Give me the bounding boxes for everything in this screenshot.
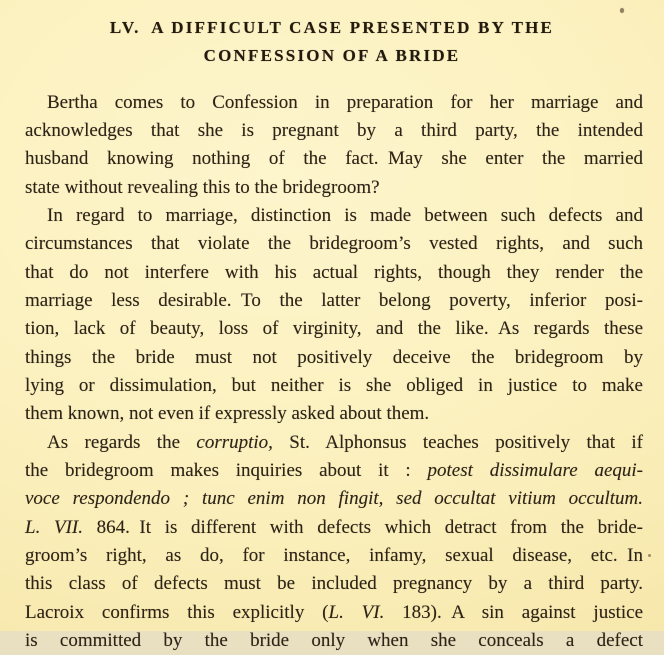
paragraph-corruptio-discussion <box>25 429 643 655</box>
text-line: state without revealing this to the bridegroom? <box>25 174 643 202</box>
text-line: husband knowing nothing of the fact. May she enter the married <box>25 145 643 173</box>
text-line: lying or dissimulation, but neither is she obliged in justice to make <box>25 372 643 400</box>
case-title-line-1: LV. A DIFFICULT CASE PRESENTED BY THE <box>0 14 664 42</box>
body-text <box>25 89 643 655</box>
text-line: marriage less desirable. To the latter belong poverty, inferior posi- <box>25 287 643 315</box>
text-line: circumstances that violate the bridegroom’s vested rights, and such <box>25 230 643 258</box>
paragraph-distinction-of-defects <box>25 202 643 429</box>
text-line: Bertha comes to Confession in preparation for her marriage and <box>25 89 643 117</box>
clipped-text-line: is committed by the bride only when she conceals a defect <box>25 627 643 655</box>
scan-speck-top-right <box>620 8 624 13</box>
text-line: this class of defects must be included pregnancy by a third party. <box>25 570 643 598</box>
text-line: L. VII. 864. It is different with defects which detract from the bride- <box>25 514 643 542</box>
text-line: voce respondendo ; tunc enim non fingit, sed occultat vitium occultum. <box>25 485 643 513</box>
text-line: In regard to marriage, distinction is made between such defects and <box>25 202 643 230</box>
text-line: acknowledges that she is pregnant by a third party, the intended <box>25 117 643 145</box>
text-line: Lacroix confirms this explicitly (L. VI. 183). A sin against justice <box>25 599 643 627</box>
case-title-line-2: CONFESSION OF A BRIDE <box>0 42 664 70</box>
text-line: groom’s right, as do, for instance, infamy, sexual disease, etc. In <box>25 542 643 570</box>
text-line: tion, lack of beauty, loss of virginity, and the like. As regards these <box>25 315 643 343</box>
scan-speck-right-margin <box>648 554 651 557</box>
case-title <box>0 14 664 69</box>
text-line: them known, not even if expressly asked about them. <box>25 400 643 428</box>
text-line: things the bride must not positively deceive the bridegroom by <box>25 344 643 372</box>
text-line: that do not interfere with his actual rights, though they render the <box>25 259 643 287</box>
text-line: the bridegroom makes inquiries about it : potest dissimulare aequi- <box>25 457 643 485</box>
paragraph-case-statement <box>25 89 643 202</box>
text-line: As regards the corruptio, St. Alphonsus teaches positively that if <box>25 429 643 457</box>
